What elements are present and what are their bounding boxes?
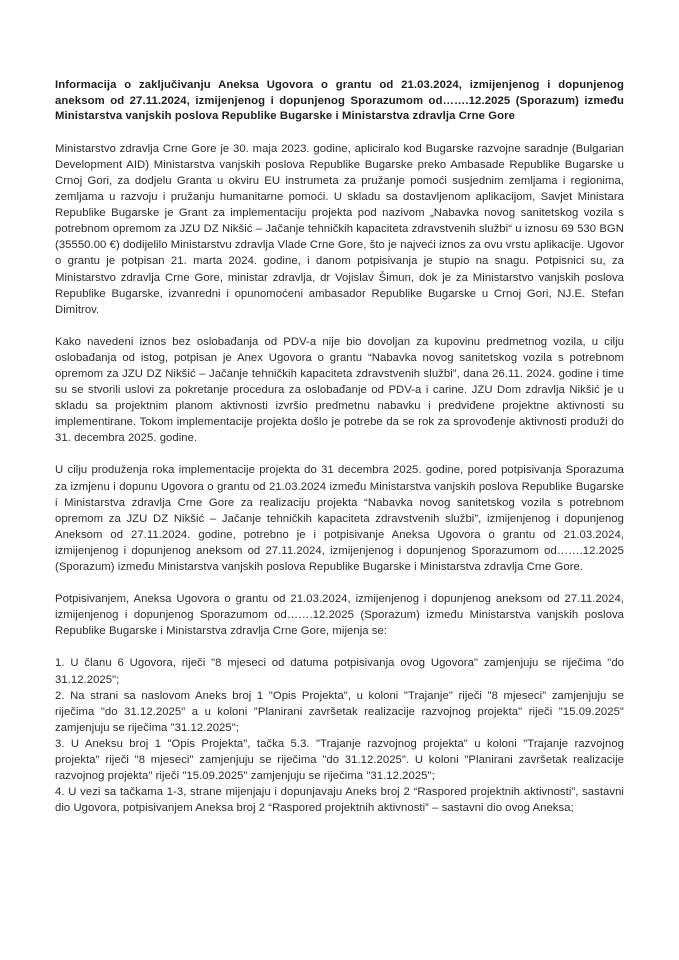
amendment-list bbox=[55, 655, 624, 816]
body-paragraph-4: Potpisivanjem, Aneksa Ugovora o grantu od 21.03.2024, izmijenjenog i dopunjenog aneksom od 27.11.2024, izmijenjenog i dopunjenog Sporazumom od…….12.2025 (Sporazum) između Ministarstva vanjskih poslova Republike Bugarske i Ministarstva zdravlja Crne Gore, mijenja se: bbox=[55, 593, 624, 638]
list-item: 3. U Aneksu broj 1 "Opis Projekta", tačka 5.3. "Trajanje razvojnog projekta" u koloni "Trajanje razvojnog projekta" riječi "8 mjeseci" zamjenjuju se riječima "do 31.12.2025". U koloni "Planirani završetak realizacije razvojnog projekta" riječi "15.09.2025" zamjenjuju se riječima "31.12.2025"; bbox=[55, 737, 624, 783]
list-item: 2. Na strani sa naslovom Aneks broj 1 "Opis Projekta", u koloni "Trajanje" riječi "8 mjeseci" zamjenjuju se riječima "do 31.12.2025" a u koloni "Planirani završetak realizacije razvojnog projekta" riječi "15.09.2025" zamjenjuju se riječima "31.12.2025"; bbox=[55, 689, 624, 734]
list-item: 1. U članu 6 Ugovora, riječi "8 mjeseci od datuma potpisivanja ovog Ugovora" zamjenjuju se riječima "do 31.12.2025"; bbox=[55, 657, 624, 686]
list-item: 4. U vezi sa tačkama 1-3, strane mijenjaju i dopunjavaju Aneks broj 2 “Raspored projektnih aktivnosti”, sastavni dio Ugovora, potpisivanjem Aneksa broj 2 “Raspored projektnih aktivnosti” – sastavni dio ovog Aneksa; bbox=[55, 786, 624, 815]
body-paragraph-1: Ministarstvo zdravlja Crne Gore je 30. maja 2023. godine, apliciralo kod Bugarske razvojne saradnje (Bulgarian Development AID) Ministarstva vanjskih poslova Republike Bugarske preko Ambasade Republike Bugarske u Crnoj Gori, za dodjelu Granta u okviru EU instrumeta za pružanje pomoći susjednim zemljama i regionima, zemljama u razvoju i pružanju humanitarne pomoći. U skladu sa dostavljenom aplikacijom, Savjet Ministara Republike Bugarske je Grant za implementaciju projekta pod nazivom „Nabavka novog sanitetskog vozila s potrebnom opremom za JZU DZ Nikšić – Jačanje tehničkih kapaciteta zdravstvenih službi“ u iznosu 69 530 BGN (35550.00 €) dodijelilo Ministarstvu zdravlja Vlade Crne Gore, što je najveći iznos za ovu vrstu aplikacije. Ugovor o grantu je potpisan 21. marta 2024. godine, i danom potpisivanja je stupio na snagu. Potpisnici su, za Ministarstvo zdravlja Crne Gore, ministar zdravlja, dr Vojislav Šimun, dok je za Ministarstvo vanjskih poslova Republike Bugarske, izvanredni i opunomoćeni ambasador Republike Bugarske u Crnoj Gori, NJ.E. Stefan Dimitrov. bbox=[55, 142, 624, 316]
body-paragraph-2: Kako navedeni iznos bez oslobađanja od PDV-a nije bio dovoljan za kupovinu predmetnog vozila, u cilju oslobađanja od istog, potpisan je Anex Ugovora o grantu “Nabavka novog sanitetskog vozila s potrebnom opremom za JZU DZ Nikšić – Jačanje tehničkih kapaciteta zdravstvenih službi”, dana 26.11. 2024. godine i time su se stvorili uslovi za pokretanje procedura za oslobađanje od PDV-a i carine. JZU Dom zdravlja Nikšić je u skladu sa projektnim planom aktivnosti izvršio predmetnu nabavku i predviđene projektne aktivnosti su implementirane. Tokom implementacije projekta došlo je potrebe da se rok za sprovođenje aktivnosti produži do 31. decembra 2025. godine. bbox=[55, 335, 624, 445]
document-title: Informacija o zaključivanju Aneksa Ugovora o grantu od 21.03.2024, izmijenjenog i dopunjenog aneksom od 27.11.2024, izmijenjenog i dopunjenog Sporazumom od…….12.2025 (Sporazum) između Ministarstva vanjskih poslova Republike Bugarske i Ministarstva zdravlja Crne Gore bbox=[55, 79, 624, 123]
body-paragraph-3: U cilju produženja roka implementacije projekta do 31 decembra 2025. godine, pored potpisivanja Sporazuma za izmjenu i dopunu Ugovora o grantu od 21.03.2024 između Ministarstva vanjskih poslova Republike Bugarske i Ministarstva zdravlja Crne Gore za realizaciju projekta “Nabavka novog sanitetskog vozila s potrebnom opremom za JZU DZ Nikšić – Jačanje tehničkih kapaciteta zdravstvenih službi”, izmijenjenog i dopunjenog Aneksom od 27.11.2024. godine, potrebno je i potpisivanje Aneksa Ugovora o grantu od 21.03.2024, izmijenjenog i dopunjenog aneksom od 27.11.2024, izmijenjenog i dopunjenog Sporazumom od…….12.2025 (Sporazum) između Ministarstva vanjskih poslova Republike Bugarske i Ministarstva zdravlja Crne Gore. bbox=[55, 464, 624, 574]
